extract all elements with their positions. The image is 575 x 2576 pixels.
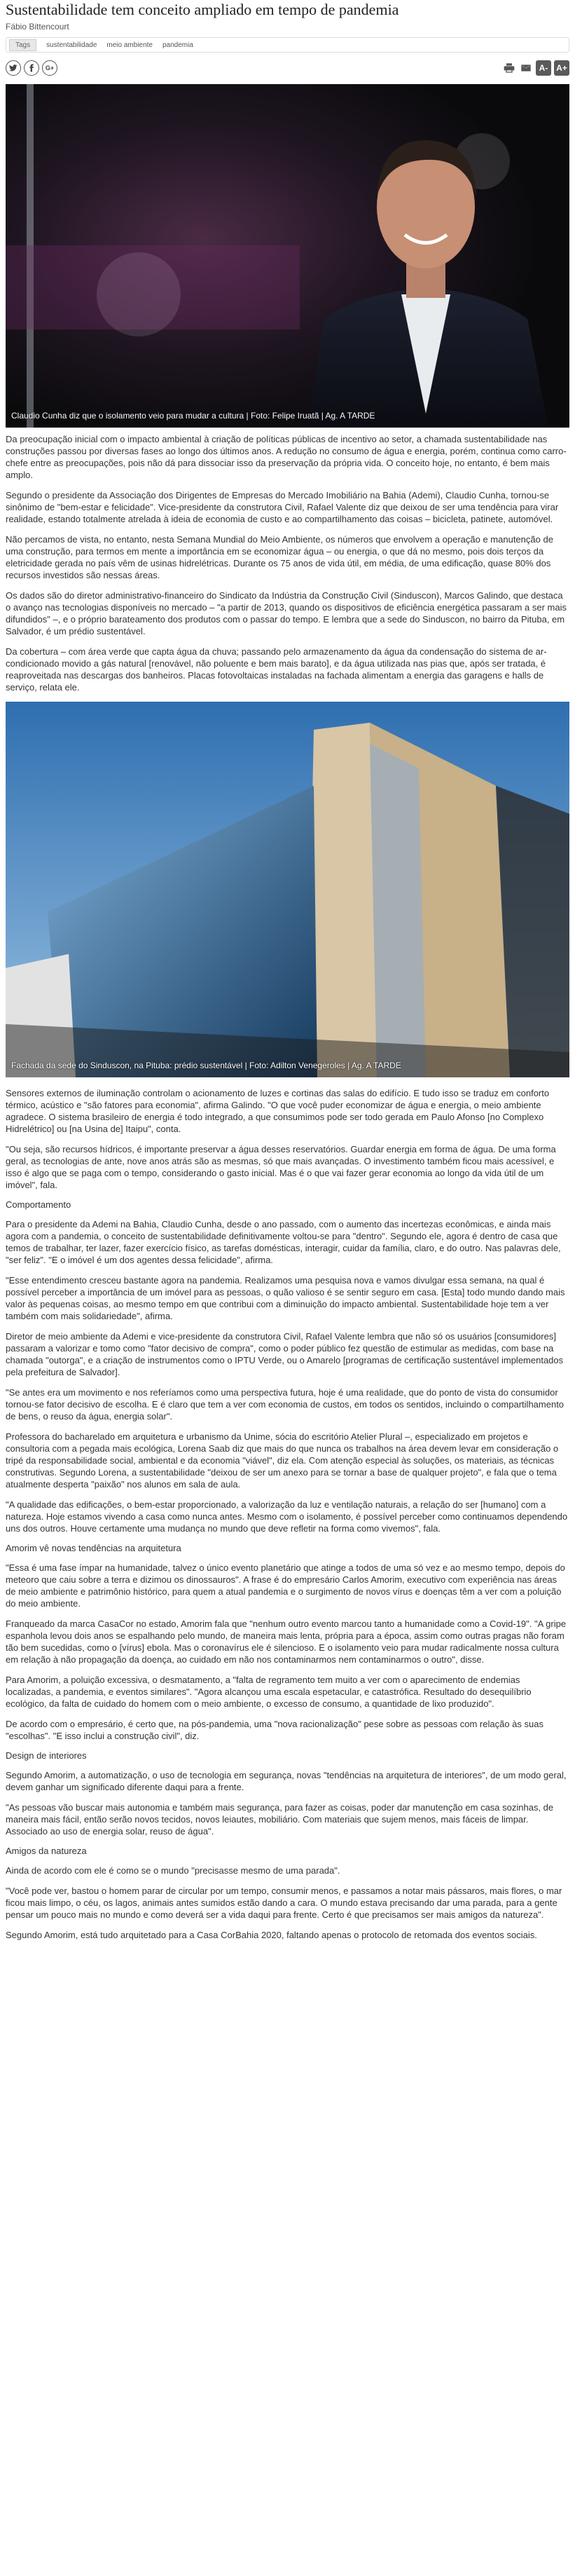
article-paragraph: "Ou seja, são recursos hídricos, é importante preservar a água desses reservatórios. Guardar energia em forma de água. De uma forma geral, as tecnologias de ante, nove anos atrás são as mesmas, só que mais avançadas. O investimento também ficou mais acessível, e isso é algo que se paga com o tempo, considerando o gasto inicial. Mas é o que vai fazer gerar economia ao longo da vida útil de um imóvel", fala.: [6, 1144, 556, 1190]
email-icon: [520, 62, 532, 74]
twitter-icon: [9, 64, 18, 72]
article-paragraph: Os dados são do diretor administrativo-financeiro do Sindicato da Indústria da Construção Civil (Sinduscon), Marcos Galindo, que destaca o avanço nas tecnologias disponíveis no mercado – "a partir de 2013, quando os dispositivos de eficiência energética passaram a ser mais difundidos" –, e o próprio barateamento dos produtos com o passar do tempo. E lembra que a sede do Sinduscon, no bairro da Pituba, em Salvador, é um prédio sustentável.: [6, 590, 567, 636]
article-paragraph: Ainda de acordo com ele é como se o mundo "precisasse mesmo de uma parada".: [6, 1865, 340, 1876]
article-paragraph: Da preocupação inicial com o impacto ambiental à criação de políticas públicas de incentivo ao setor, a chamada sustentabilidade nas construções passou por diversas fases ao longo dos últimos anos. A redução no consumo de água e energia, porém, continua como carro-chefe entre as preocupações, pois não dá para dissociar isso da preservação da própria vida. O conceito hoje, no entanto, é bem mais amplo.: [6, 434, 567, 480]
article-paragraph: "Essa é uma fase ímpar na humanidade, talvez o único evento planetário que atinge a todos de uma só vez e ao mesmo tempo, depois do meteoro que caiu sobre a terra e dizimou os dinossauros". A frase é do empresário Carlos Amorim, executivo com experiência nas áreas de meio ambiente e patrimônio histórico, para quem a atual pandemia e o surgimento de novos vírus e doenças têm a ver com a poluição do meio ambiente.: [6, 1562, 565, 1609]
building-photo: [6, 702, 569, 1077]
main-photo: [6, 84, 569, 428]
article-body: [6, 433, 569, 693]
building-photo-image: [6, 702, 569, 1077]
article-title: Sustentabilidade tem conceito ampliado em tempo de pandemia: [6, 1, 399, 18]
article-tools: [502, 60, 569, 76]
print-button[interactable]: [502, 61, 516, 75]
article-author: Fábio Bittencourt: [6, 22, 69, 32]
article-paragraph: Da cobertura – com área verde que capta água da chuva; passando pelo armazenamento da água da condensação do sistema de ar-condicionado movido a gás natural [renovável, não poluente e bem mais barato], e da água utilizada nas pias que, após ser tratada, é reaproveitada nas descargas dos banheiros. Placas fotovoltaicas instaladas na fachada alimentam a energia das garagens e halls de serviço, relata ele.: [6, 646, 547, 693]
article-paragraph: Diretor de meio ambiente da Ademi e vice-presidente da construtora Civil, Rafael Valente lembra que não só os usuários [consumidores] passaram a valorizar e tomo como "fator decisivo de compra", como o poder público fez questão de estimular as medidas, com base na chamada "outorga", e a criação de instrumentos como o IPTU Verde, ou o Amarelo [programas de certificação sustentável implementados pela prefeitura de Salvador].: [6, 1331, 564, 1377]
twitter-share-button[interactable]: [6, 60, 21, 76]
portrait-photo: [6, 84, 569, 428]
article-paragraph: Segundo o presidente da Associação dos Dirigentes de Empresas do Mercado Imobiliário na Bahia (Ademi), Claudio Cunha, tornou-se sinônimo de "bem-estar e felicidade". Vice-presidente da construtora Civil, Rafael Valente diz que deixou de ser uma tendência para virar realidade, estando totalmente atrelada à ideia de economia de custo e ao compartilhamento das coisas – bicicleta, patinete, automóvel.: [6, 490, 559, 524]
article-paragraph: "Esse entendimento cresceu bastante agora na pandemia. Realizamos uma pesquisa nova e vamos divulgar essa semana, na qual é possível perceber a importância de um imóvel para as pessoas, o quão valioso é se sentir seguro em casa. [Esta] todo mundo dando mais valor às pequenas coisas, ao mesmo tempo em que contribui com a diminuição do impacto ambiental. Sustentabilidade hoje tem a ver também com mais solidariedade", afirma.: [6, 1275, 565, 1321]
font-decrease-button[interactable]: A-: [536, 60, 551, 76]
article-paragraph: "Se antes era um movimento e nos referíamos como uma perspectiva futura, hoje é uma realidade, que do ponto de vista do consumidor tornou-se fator decisivo de escolha. E é claro que tem a ver com economia de custos, em todos os sentidos, incluindo o compartilhamento de bens, o reuso da água, energia solar".: [6, 1387, 564, 1422]
article-paragraph: Segundo Amorim, está tudo arquitetado para a Casa CorBahia 2020, faltando apenas o protocolo de retomada dos eventos sociais.: [6, 1930, 537, 1940]
article-paragraph: Franqueado da marca CasaCor no estado, Amorim fala que "nenhum outro evento marcou tanto a humanidade como a Covid-19". "A gripe espanhola levou dois anos se espalhando pelo mundo, de maneira mais lenta, própria para a época, assim como outras pragas não foram tão bem sucedidas, como o [vírus] ebola. Mas o coronavírus ele é silencioso. E o isolamento veio para mudar radicalmente nossa cultura em relação à não propagação da doença, ao cuidado em não nos contaminarmos nem contaminarmos o outro", disse.: [6, 1618, 567, 1665]
article-paragraph: "A qualidade das edificações, o bem-estar proporcionado, a valorização da luz e ventilação naturais, a relação do ser [humano] com a natureza. Hoje estamos vivendo a casa como nunca antes. Mesmo com o isolamento, é possível perceber como continuamos dependendo uns dos outros. Houve certamente uma mudança no mundo que deve refletir na forma como vivemos", fala.: [6, 1499, 568, 1534]
email-button[interactable]: [519, 61, 533, 75]
main-photo-frame: [6, 84, 569, 428]
tag-link[interactable]: meio ambiente: [106, 41, 153, 49]
article-paragraph: Segundo Amorim, a automatização, o uso de tecnologia em segurança, novas "tendências na arquitetura de interiores", de um modo geral, devem ganhar um significado diferente daqui para a frente.: [6, 1770, 567, 1792]
article-paragraph: Para Amorim, a poluição excessiva, o desmatamento, a "falta de regramento tem muito a ver com o aparecimento de endemias localizadas, a pandemia, e eventos similares". "Agora alcançou uma escala espetacular, e catastrófica. Resultado do desequilíbrio ecológico, da falta de cuidado do homem com o meio ambiente, o excesso de consumo, a quantidade de lixo produzido".: [6, 1675, 532, 1709]
article-paragraph: Sensores externos de iluminação controlam o acionamento de luzes e cortinas das salas do edifício. E tudo isso se traduz em conforto térmico, acústico e "são fatores para economia", afirma Galindo. "O que você puder economizar de água e energia, o meio ambiente agradece. O sistema brasileiro de energia é todo integrado, a que consumimos pode ser todo gerada em Paulo Afonso [no Complexo Hidrelétrico] ou [na Usina de] Itaipu", conta.: [6, 1088, 550, 1134]
googleplus-icon: G+: [45, 64, 55, 71]
section-heading: Comportamento: [6, 1199, 71, 1210]
article-paragraph: Para o presidente da Ademi na Bahia, Claudio Cunha, desde o ano passado, com o aumento das incertezas econômicas, e ainda mais agora com a pandemia, o conceito de sustentabilidade definitivamente voltou-se para "dentro". Segundo ele, agora é dentro de casa que temos de trabalhar, ter lazer, fazer exercício físico, as tarefas domésticas, interagir, cuidar da família, claro, e do outro. Nas palavras dele, "ser feliz". "E o imóvel é um dos agentes dessa felicidade", afirma.: [6, 1219, 561, 1265]
article-paragraph: "Você pode ver, bastou o homem parar de circular por um tempo, consumir menos, e passamos a notar mais pássaros, mais flores, o mar ficou mais limpo, o céu, os lagos, animais antes sumidos estão dando a cara. O mundo estava precisando dar uma parada, para a gente pensar um pouco mais no mundo e como deverá ser a vida daqui para frente. Certo é que precisamos ser mais amigos da natureza".: [6, 1886, 562, 1920]
facebook-share-button[interactable]: [24, 60, 39, 76]
main-photo-caption: Claudio Cunha diz que o isolamento veio para mudar a cultura | Foto: Felipe Iruatã | Ag. A TARDE: [11, 411, 375, 421]
article-paragraph: Não percamos de vista, no entanto, nesta Semana Mundial do Meio Ambiente, os números que envolvem a operação e manutenção de uma construção, para termos em mente a importância em se economizar água – ou energia, o que dá no mesmo, pois dois terços da eletricidade gerada no país vêm de usinas hidrelétricas. Durante os 75 anos de vida útil, em média, de uma edificação, quase 80% dos recursos investidos são nessas áreas.: [6, 534, 553, 580]
article-paragraph: "As pessoas vão buscar mais autonomia e também mais segurança, para fazer as coisas, poder dar manutenção em casa sozinhas, de maneira mais fácil, então serão novos tecidos, novos leiautes, mobiliário. Com materiais que sujem menos, mais fáceis de limpar. Associado ao uso de energia solar, reuso de água".: [6, 1802, 554, 1836]
building-photo-caption: Fachada da sede do Sinduscon, na Pituba: prédio sustentável | Foto: Adilton Venegeroles | Ag. A TARDE: [11, 1061, 401, 1070]
googleplus-share-button[interactable]: [42, 60, 57, 76]
article-paragraph: Professora do bacharelado em arquitetura e urbanismo da Unime, sócia do escritório Atelier Plural –, especializado em projetos e consultoria com a pegada mais ecológica, Lorena Saab diz que mais do que nunca os trabalhos na área devem levar em consideração o tripé da responsabilidade social, ambiental e da economia "viável", diz ela. Com atenção especial às soluções, os materiais, as técnicas construtivas. Segundo Lorena, a sustentabilidade "deixou de ser um anexo para se tornar a base de qualquer projeto", e fala que o tema atualmente desperta "paixão" nos alunos em sala de aula.: [6, 1431, 559, 1490]
section-heading: Design de interiores: [6, 1750, 87, 1761]
section-heading: Amigos da natureza: [6, 1846, 87, 1856]
share-buttons: [6, 60, 57, 76]
facebook-icon: [27, 64, 36, 72]
share-toolbar: [6, 59, 569, 77]
section-heading: Amorim vê novas tendências na arquitetura: [6, 1543, 181, 1553]
article-body-continued: [6, 1087, 569, 1941]
tags-label: Tags: [9, 39, 36, 51]
tag-link[interactable]: sustentabilidade: [46, 41, 97, 49]
tag-link[interactable]: pandemia: [162, 41, 193, 49]
tags-bar: [6, 37, 569, 53]
font-increase-button[interactable]: A+: [554, 60, 569, 76]
print-icon: [504, 62, 515, 74]
article-paragraph: De acordo com o empresário, é certo que, na pós-pandemia, uma "nova racionalização" pese sobre as pessoas com relação às suas "escolhas". "E isso inclui a construção civil", diz.: [6, 1719, 543, 1741]
